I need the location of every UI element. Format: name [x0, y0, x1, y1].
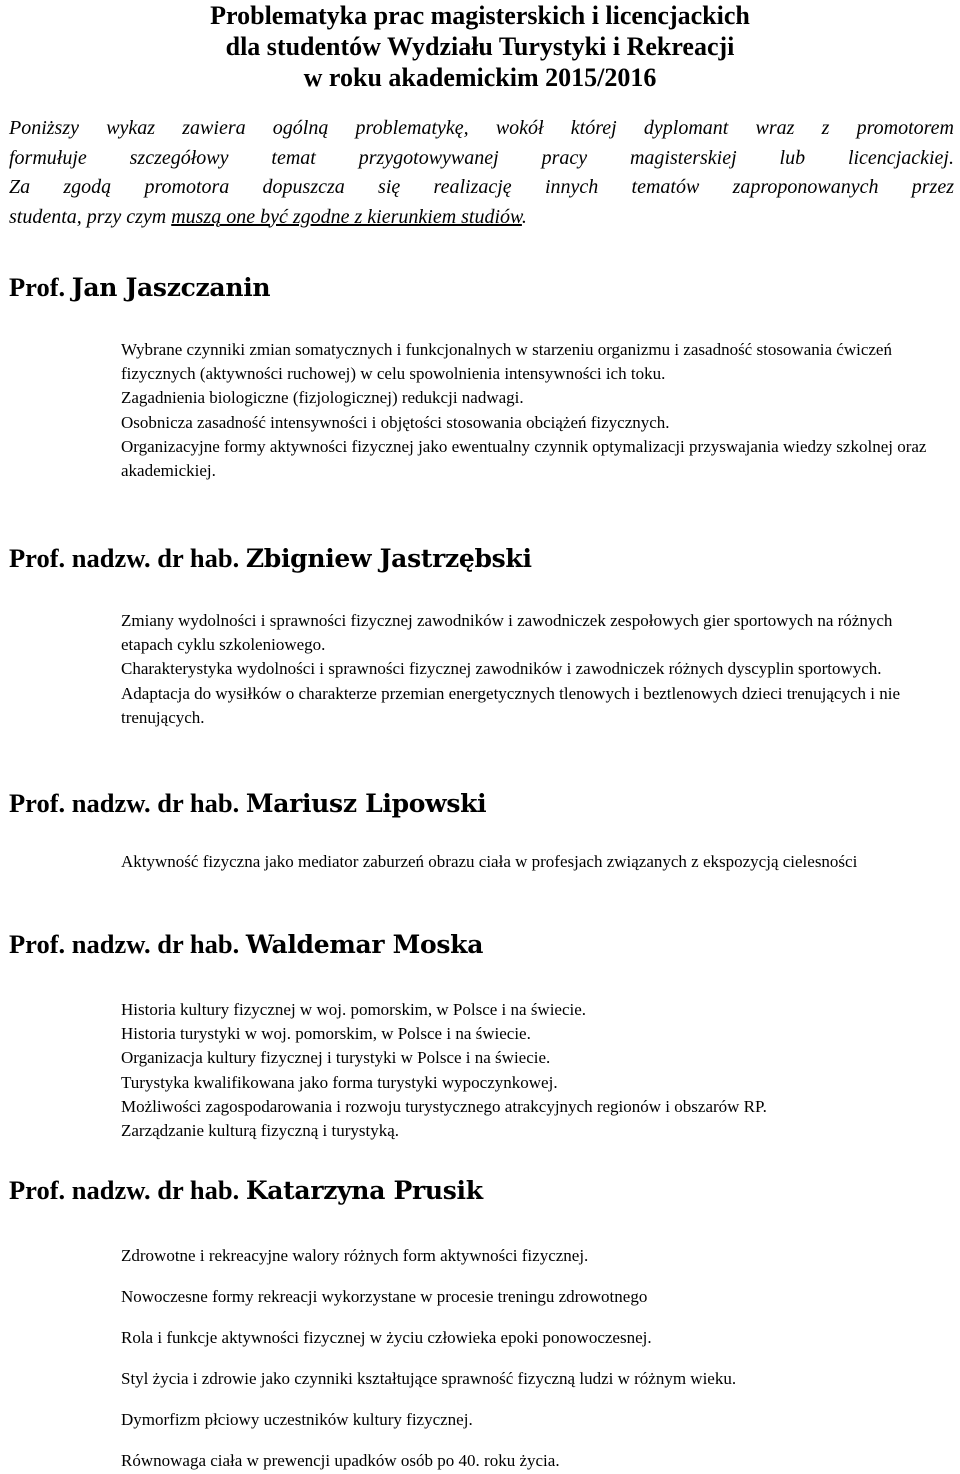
section-title-prefix: Prof. [9, 272, 72, 302]
topic-list [121, 998, 931, 1143]
topic-item: Zmiany wydolności i sprawności fizycznej zawodników i zawodniczek zespołowych gier sportowych na różnych etapach cyklu szkoleniowego. [121, 611, 893, 655]
intro-line [9, 203, 954, 233]
topic-item: Rola i funkcje aktywności fizycznej w życiu człowieka epoki ponowoczesnej. [121, 1328, 652, 1348]
topic-item: Adaptacja do wysiłków o charakterze przemian energetycznych tlenowych i beztlenowych dzieci trenujących i nie trenujących. [121, 683, 900, 727]
topic-item: Aktywność fizyczna jako mediator zaburzeń obrazu ciała w profesjach związanych z ekspozycją cielesności [121, 852, 858, 871]
topic-item: Historia kultury fizycznej w woj. pomorskim, w Polsce i na świecie. [121, 1000, 587, 1019]
section-title-name: Katarzyna Prusik [245, 1176, 483, 1205]
topic-item: Możliwości zagospodarowania i rozwoju turystycznego atrakcyjnych regionów i obszarów RP. [121, 1096, 767, 1116]
topic-list [121, 850, 931, 874]
title-line: w roku akademickim 2015/2016 [303, 63, 657, 92]
section-title-name: Jan Jaszczanin [71, 273, 271, 302]
topic-item: Charakterystyka wydolności i sprawności fizycznej zawodników i zawodniczek różnych dyscyplin sportowych. [121, 659, 882, 679]
topic-item: Styl życia i zdrowie jako czynniki kształtujące sprawność fizyczną ludzi w różnym wieku. [121, 1369, 737, 1389]
section-heading [9, 1174, 483, 1207]
section-heading [9, 928, 483, 961]
topic-item: Turystyka kwalifikowana jako forma turystyki wypoczynkowej. [121, 1072, 558, 1092]
intro-text: . [521, 205, 527, 228]
topic-list [121, 338, 931, 483]
topic-item: Zdrowotne i rekreacyjne walory różnych form aktywności fizycznej. [121, 1246, 589, 1265]
topic-item: Wybrane czynniki zmian somatycznych i funkcjonalnych w starzeniu organizmu i zasadność stosowania ćwiczeń fizycznych (aktywności ruchowej) w celu spowolnienia intensywności ich toku. [121, 340, 892, 384]
title-line: Problematyka prac magisterskich i licencjackich [210, 1, 750, 30]
intro-line: Poniższy wykaz zawiera ogólną problematykę, wokół której dyplomant wraz z promotorem [9, 117, 954, 139]
section-heading [9, 542, 532, 575]
intro-line: formułuje szczegółowy temat przygotowywanej pracy magisterskiej lub licencjackiej. [9, 146, 954, 169]
topic-item: Osobnicza zasadność intensywności i objętości stosowania obciążeń fizycznych. [121, 412, 670, 432]
title-line: dla studentów Wydziału Turystyki i Rekreacji [225, 32, 735, 61]
topic-item: Historia turystyki w woj. pomorskim, w Polsce i na świecie. [121, 1024, 531, 1044]
section-title-prefix: Prof. nadzw. dr hab. [9, 788, 246, 818]
section-heading [9, 787, 486, 820]
topic-item: Dymorfizm płciowy uczestników kultury fizycznej. [121, 1410, 473, 1430]
topic-item: Zagadnienia biologiczne (fizjologicznej) redukcji nadwagi. [121, 388, 524, 408]
section-title-prefix: Prof. nadzw. dr hab. [9, 543, 246, 573]
document-title [0, 0, 960, 93]
topic-item: Równowaga ciała w prewencji upadków osób po 40. roku życia. [121, 1451, 560, 1471]
section-title-name: Waldemar Moska [245, 930, 484, 959]
topic-item: Organizacyjne formy aktywności fizycznej jako ewentualny czynnik optymalizacji przyswajania wiedzy szkolnej oraz akademickiej. [121, 436, 927, 481]
section-title-prefix: Prof. nadzw. dr hab. [9, 929, 246, 959]
section-heading [9, 271, 270, 304]
topic-list [121, 609, 931, 730]
intro-line: Za zgodą promotora dopuszcza się realizację innych tematów zaproponowanych przez [9, 176, 954, 198]
topic-item: Nowoczesne formy rekreacji wykorzystane w procesie treningu zdrowotnego [121, 1287, 648, 1307]
topic-item: Organizacja kultury fizycznej i turystyki w Polsce i na świecie. [121, 1048, 551, 1068]
intro-underlined-text: muszą one być zgodne z kierunkiem studiów [171, 205, 522, 228]
topic-item: Zarządzanie kulturą fizyczną i turystyką. [121, 1121, 400, 1141]
section-title-name: Zbigniew Jastrzębski [245, 544, 532, 573]
intro-paragraph [9, 114, 954, 232]
intro-text: studenta, przy czym [9, 205, 172, 228]
section-title-prefix: Prof. nadzw. dr hab. [9, 1175, 246, 1205]
topic-list [121, 1244, 931, 1474]
section-title-name: Mariusz Lipowski [245, 789, 487, 818]
